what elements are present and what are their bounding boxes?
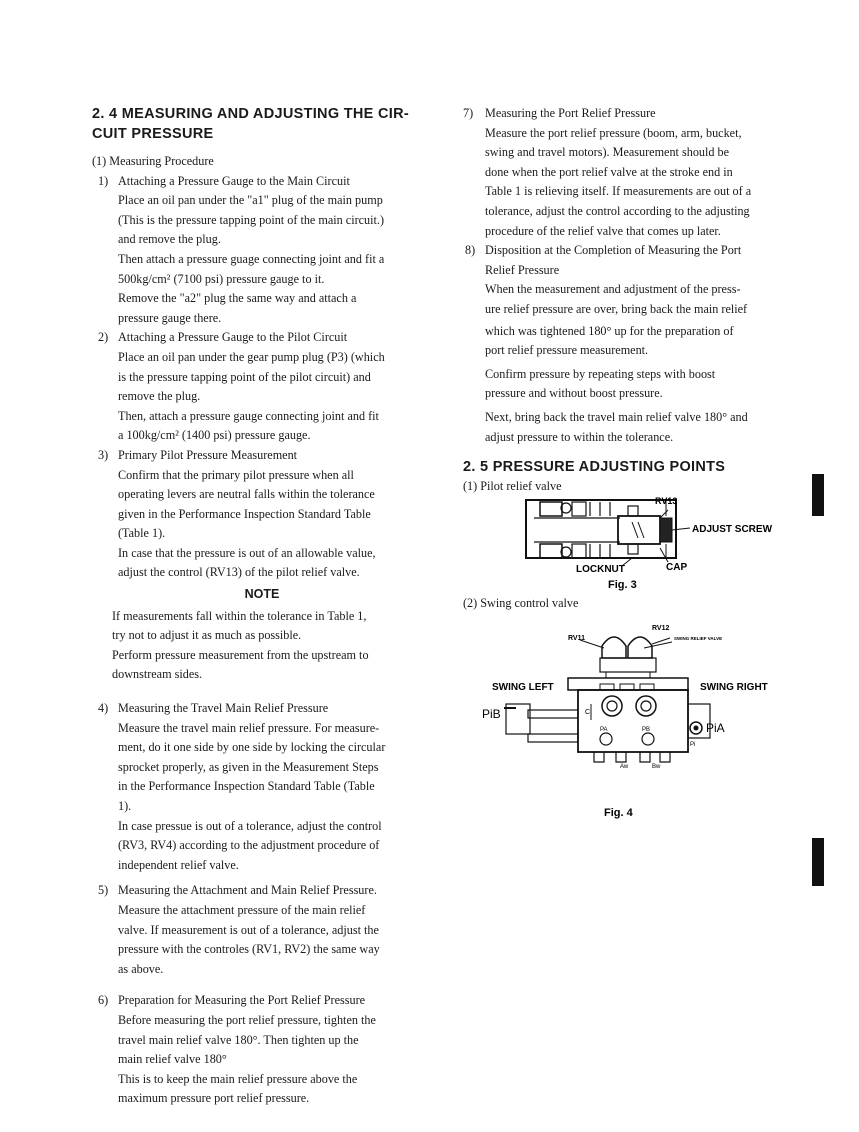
text-line: ment, do it one side by one side by locking the circular: [118, 740, 386, 755]
step-number: 5): [98, 883, 109, 898]
step-3: [92, 446, 432, 583]
step-2: [92, 328, 432, 446]
text-line: ure relief pressure are over, bring back the main relief: [485, 301, 748, 316]
section-heading-2-4: [92, 104, 432, 144]
text-line: in the Performance Inspection Standard Table (Table: [118, 779, 375, 794]
pib-label: PiB: [482, 707, 501, 721]
text-line: Confirm that the primary pilot pressure when all: [118, 467, 354, 482]
figure-4: [476, 618, 796, 828]
swing-control-valve-title: (2) Swing control valve: [463, 596, 579, 610]
text-line: pressure and without boost pressure.: [485, 386, 663, 401]
text-line: (RV3, RV4) according to the adjustment procedure of: [118, 838, 380, 853]
text-line: (Table 1).: [118, 526, 166, 541]
text-line: pressure with the controles (RV1, RV2) the same way: [118, 942, 380, 957]
swing-left-label: SWING LEFT: [492, 682, 554, 693]
text-line: Place an oil pan under the gear pump plug (P3) (which: [118, 349, 385, 364]
text-line: This is to keep the main relief pressure above the: [118, 1071, 358, 1086]
step-7: [463, 104, 798, 241]
step-number: 1): [98, 173, 109, 188]
step-4: [92, 699, 432, 875]
swing-right-label: SWING RIGHT: [700, 682, 768, 693]
text-line: swing and travel motors). Measurement should be: [485, 145, 730, 160]
text-line: procedure of the relief valve that comes up later.: [485, 223, 721, 238]
pi-label: Pi: [690, 742, 696, 748]
step-5: [92, 881, 432, 979]
step-title: Measuring the Port Relief Pressure: [485, 106, 656, 120]
measuring-procedure-title: (1) Measuring Procedure: [92, 154, 214, 168]
text-line: downstream sides.: [112, 667, 203, 682]
text-line: sprocket properly, as given in the Measurement Steps: [118, 759, 379, 774]
text-line: Perform pressure measurement from the upstream to: [112, 647, 369, 662]
step-body: [118, 191, 432, 328]
note-title: NOTE: [244, 587, 280, 602]
text-line: 500kg/cm² (7100 psi) pressure gauge to it.: [118, 271, 325, 286]
text-line: Remove the "a2" plug the same way and attach a: [118, 291, 357, 306]
margin-tab-bar: [812, 474, 824, 516]
text-line: Measure the port relief pressure (boom, arm, bucket,: [485, 125, 742, 140]
step-number: 6): [98, 993, 109, 1008]
rv12-label: RV12: [652, 625, 670, 632]
section-heading-2-5: 2. 5 PRESSURE ADJUSTING POINTS: [463, 459, 726, 476]
text-line: adjust pressure to within the tolerance.: [485, 429, 674, 444]
text-line: is the pressure tapping point of the pilot circuit) and: [118, 369, 371, 384]
text-line: If measurements fall within the tolerance in Table 1,: [112, 608, 367, 623]
text-line: Then, attach a pressure gauge connecting joint and fit: [118, 408, 379, 423]
text-line: given in the Performance Inspection Standard Table: [118, 506, 371, 521]
text-line: Confirm pressure by repeating steps with boost: [485, 366, 716, 381]
text-line: travel main relief valve 180°. Then tighten up the: [118, 1032, 359, 1047]
text-line: Before measuring the port relief pressure, tighten the: [118, 1012, 376, 1027]
step-number: 7): [463, 106, 474, 120]
figure-3: [520, 492, 780, 592]
step-title: Attaching a Pressure Gauge to the Main Circuit: [118, 173, 350, 188]
text-line: Then attach a pressure guage connecting joint and fit a: [118, 251, 385, 266]
step-title: Disposition at the Completion of Measuring the Port: [485, 243, 742, 258]
text-line: tolerance, adjust the control according to the adjusting: [485, 203, 750, 218]
fig-4-caption: Fig. 4: [604, 807, 633, 819]
step-8: [463, 241, 798, 447]
swing-relief-valve-label: SWING RELIEF VALVE: [674, 636, 723, 641]
step-number: 4): [98, 701, 109, 716]
text-line: In case that the pressure is out of an allowable value,: [118, 545, 376, 560]
pia-label: PiA: [706, 721, 725, 735]
step-title: Attaching a Pressure Gauge to the Pilot Circuit: [118, 330, 348, 345]
heading-line-1: 2. 4 MEASURING AND ADJUSTING THE CIR-: [92, 106, 409, 122]
adjust-screw-label: ADJUST SCREW: [692, 524, 773, 535]
bw-label: Bw: [652, 764, 661, 770]
locknut-label: LOCKNUT: [576, 564, 625, 575]
step-number: 3): [98, 447, 109, 462]
text-line: done when the port relief valve at the stroke end in: [485, 164, 733, 179]
note-body: [92, 607, 432, 685]
text-line: (This is the pressure tapping point of the main circuit.): [118, 212, 385, 227]
step-6: [92, 991, 432, 1109]
heading-line-2: CUIT PRESSURE: [92, 126, 214, 142]
text-line: 1).: [118, 799, 132, 813]
pa-label: PA: [600, 727, 608, 733]
c-label: C: [585, 709, 591, 716]
pilot-relief-valve-title: (1) Pilot relief valve: [463, 479, 562, 494]
swing-control-valve-diagram: [476, 618, 796, 828]
text-line: port relief pressure measurement.: [485, 343, 649, 358]
text-line: Place an oil pan under the "a1" plug of the main pump: [118, 193, 383, 208]
text-line: Measure the attachment pressure of the main relief: [118, 902, 366, 917]
text-line: remove the plug.: [118, 389, 201, 404]
text-line: maximum pressure port relief pressure.: [118, 1091, 310, 1106]
step-title: Measuring the Attachment and Main Relief Pressure.: [118, 883, 377, 898]
step-number: 8): [465, 243, 476, 258]
text-line: and remove the plug.: [118, 232, 221, 247]
text-line: which was tightened 180° up for the preparation of: [485, 323, 734, 338]
swing-control-valve-title-wrap: [463, 594, 763, 614]
margin-tab-bar: [812, 838, 824, 886]
pilot-relief-valve-diagram: [520, 492, 780, 592]
left-column: [92, 104, 432, 1109]
text-line: Measure the travel main relief pressure. For measure-: [118, 720, 380, 735]
text-line: a 100kg/cm² (1400 psi) pressure gauge.: [118, 428, 311, 443]
cap-label: CAP: [666, 562, 688, 573]
step-title: Relief Pressure: [485, 262, 560, 277]
aw-label: Aw: [620, 764, 629, 770]
step-title: Preparation for Measuring the Port Relief Pressure: [118, 993, 366, 1008]
step-1: [92, 172, 432, 329]
text-line: as above.: [118, 961, 164, 976]
text-line: operating levers are neutral falls within the tolerance: [118, 487, 375, 502]
fig-3-caption: Fig. 3: [608, 579, 637, 591]
text-line: try not to adjust it as much as possible.: [112, 628, 302, 643]
text-line: pressure gauge there.: [118, 310, 222, 325]
rv13-label: RV13: [655, 496, 678, 506]
text-line: independent relief valve.: [118, 857, 239, 872]
pb-label: PB: [642, 727, 651, 733]
step-number: 2): [98, 330, 109, 345]
right-column: [463, 104, 798, 497]
rv11-label: RV11: [568, 635, 585, 642]
text-line: main relief valve 180°: [118, 1052, 227, 1067]
step-title: Primary Pilot Pressure Measurement: [118, 447, 298, 462]
text-line: When the measurement and adjustment of the press-: [485, 282, 741, 297]
text-line: Table 1 is relieving itself. If measurements are out of a: [485, 184, 752, 199]
text-line: adjust the control (RV13) of the pilot relief valve.: [118, 565, 360, 580]
text-line: In case pressue is out of a tolerance, adjust the control: [118, 818, 382, 833]
text-line: valve. If measurement is out of a tolerance, adjust the: [118, 922, 379, 937]
text-line: Next, bring back the travel main relief valve 180° and: [485, 409, 748, 424]
step-title: Measuring the Travel Main Relief Pressure: [118, 701, 329, 716]
